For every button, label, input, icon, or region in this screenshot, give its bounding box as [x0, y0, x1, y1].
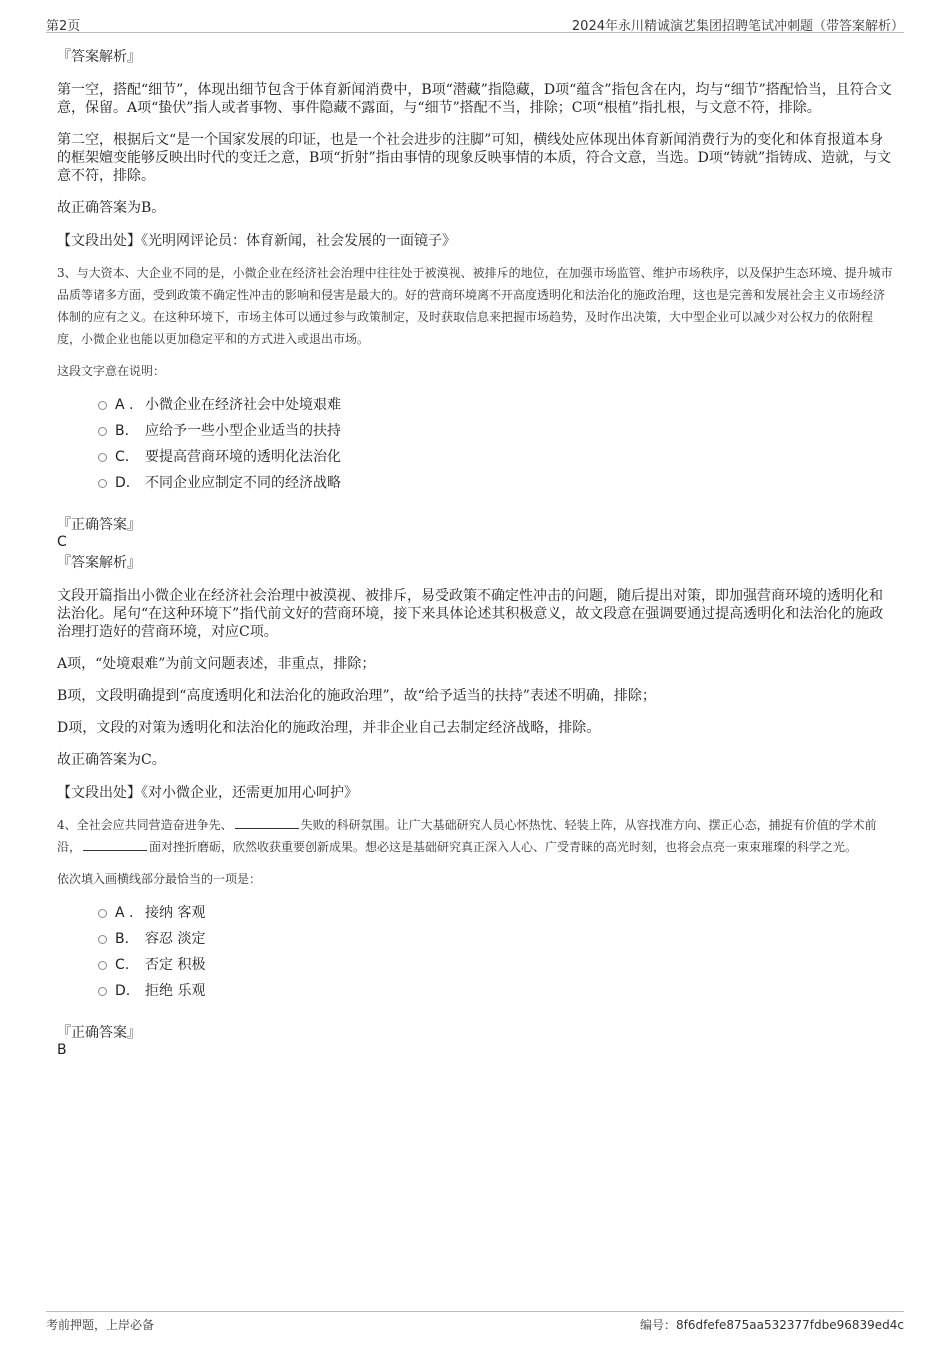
q2-conclusion: 故正确答案为B。: [57, 200, 166, 216]
q4-option-d[interactable]: [57, 978, 893, 1004]
option-letter: C.: [115, 449, 130, 465]
radio-button[interactable]: [98, 427, 107, 436]
option-letter: B.: [115, 423, 130, 439]
q3-text: 3、与大资本、大企业不同的是，小微企业在经济社会治理中往往处于被漠视、被排斥的地位，在加强市场监管、维护市场秩序，以及保护生态环境、提升城市品质等诸多方面，受到政策不确定性冲击的影响和侵害是最大的。好的营商环境离不开高度透明化和法治化的施政治理，这也是完善和发展社会主义市场经济体制的应有之义。在这种环境下，市场主体可以通过参与政策制定，及时获取信息来把握市场趋势，及时作出决策，大中型企业可以减少对公权力的依附程度，小微企业也能以更加稳定平和的方式进入或退出市场。: [57, 266, 893, 346]
radio-button[interactable]: [98, 453, 107, 462]
q2-source: 【文段出处】《光明网评论员：体育新闻，社会发展的一面镜子》: [57, 233, 456, 249]
q4-option-a[interactable]: [57, 900, 893, 926]
radio-button[interactable]: [98, 909, 107, 918]
option-text: 不同企业应制定不同的经济战略: [145, 475, 341, 491]
radio-button[interactable]: [98, 479, 107, 488]
option-text: 要提高营商环境的透明化法治化: [145, 449, 341, 465]
page-number: 第2页: [46, 19, 81, 34]
option-text: 接纳 客观: [145, 905, 206, 921]
blank-line: [235, 816, 299, 829]
option-letter: B.: [115, 931, 130, 947]
footer-slogan: 考前押题，上岸必备: [46, 1318, 155, 1332]
q3-answer-label: 『正确答案』: [57, 517, 141, 533]
page-footer: [46, 1311, 904, 1334]
q3-option-c[interactable]: [57, 444, 893, 470]
q3-option-d[interactable]: [57, 470, 893, 496]
q4-option-b[interactable]: [57, 926, 893, 952]
option-text: 应给予一些小型企业适当的扶持: [145, 423, 341, 439]
option-text: 否定 积极: [145, 957, 206, 973]
q3-conclusion: 故正确答案为C。: [57, 752, 166, 768]
option-letter: A .: [115, 397, 134, 413]
option-text: 小微企业在经济社会中处境艰难: [145, 397, 341, 413]
option-letter: A .: [115, 905, 134, 921]
radio-button[interactable]: [98, 987, 107, 996]
q2-analysis-para2: 第二空，根据后文“是一个国家发展的印证，也是一个社会进步的注脚”可知，横线处应体现出体育新闻消费行为的变化和体育报道本身的框架嬗变能够反映出时代的变迁之意，B项“折射”指由事情的现象反映事情的本质，符合文意，当选。D项“铸就”指铸成、造就，与文意不符，排除。: [57, 132, 892, 184]
q3-options: [57, 392, 893, 496]
q3-prompt: 这段文字意在说明：: [57, 364, 166, 378]
q4-options: [57, 900, 893, 1004]
q3-answer: C: [57, 534, 67, 550]
radio-button[interactable]: [98, 401, 107, 410]
q4-prompt: 依次填入画横线部分最恰当的一项是：: [57, 872, 262, 886]
document-id: 编号：8f6dfefe875aa532377fdbe96839ed4c: [640, 1318, 904, 1332]
q3-analysis-para1: 文段开篇指出小微企业在经济社会治理中被漠视、被排斥，易受政策不确定性冲击的问题，随后提出对策，即加强营商环境的透明化和法治化。尾句“在这种环境下”指代前文好的营商环境，接下来具体论述其积极意义，故文段意在强调要通过提高透明化和法治化的施政治理打造好的营商环境，对应C项。: [57, 588, 884, 640]
q4-text-part2: 失败的科研氛围。让广大基础研究人员心怀热忱、轻装上阵，从容找准方向、摆正心态，捕捉有价值的学术前沿，: [57, 818, 877, 854]
q3-option-b[interactable]: [57, 418, 893, 444]
q3-analysis-para3: B项，文段明确提到“高度透明化和法治化的施政治理”，故“给予适当的扶持”表述不明确，排除；: [57, 688, 656, 704]
blank-line: [83, 838, 147, 851]
q4-text: [57, 814, 893, 858]
radio-button[interactable]: [98, 961, 107, 970]
q3-source: 【文段出处】《对小微企业，还需更加用心呵护》: [57, 785, 358, 801]
q2-analysis-label: 『答案解析』: [57, 49, 141, 65]
option-letter: C.: [115, 957, 130, 973]
q3-analysis-para4: D项，文段的对策为透明化和法治化的施政治理，并非企业自己去制定经济战略，排除。: [57, 720, 601, 736]
option-text: 拒绝 乐观: [145, 983, 206, 999]
q3-option-a[interactable]: [57, 392, 893, 418]
q4-answer-label: 『正确答案』: [57, 1025, 141, 1041]
q3-analysis-para2: A项，“处境艰难”为前文问题表述，非重点，排除；: [57, 656, 376, 672]
option-letter: D.: [115, 983, 131, 999]
q4-option-c[interactable]: [57, 952, 893, 978]
q2-analysis-para1: 第一空，搭配“细节”，体现出细节包含于体育新闻消费中，B项“潜藏”指隐藏，D项“蕴含”指包含在内，均与“细节”搭配恰当，且符合文意，保留。A项“蛰伏”指人或者事物、事件隐藏不露面，与“细节”搭配不当，排除；C项“根植”指扎根，与文意不符，排除。: [57, 82, 892, 116]
page-content: [57, 48, 893, 1058]
page-header: [46, 14, 904, 33]
radio-button[interactable]: [98, 935, 107, 944]
q4-text-part3: 面对挫折磨砺，欣然收获重要创新成果。想必这是基础研究真正深入人心、广受青睐的高光时刻，也将会点亮一束束璀璨的科学之光。: [149, 840, 858, 854]
q3-analysis-label: 『答案解析』: [57, 555, 141, 571]
document-title: 2024年永川精诚演艺集团招聘笔试冲刺题（带答案解析）: [571, 19, 904, 34]
q4-answer: B: [57, 1042, 67, 1058]
option-letter: D.: [115, 475, 131, 491]
q4-text-part1: 4、全社会应共同营造奋进争先、: [57, 818, 233, 832]
option-text: 容忍 淡定: [145, 931, 206, 947]
